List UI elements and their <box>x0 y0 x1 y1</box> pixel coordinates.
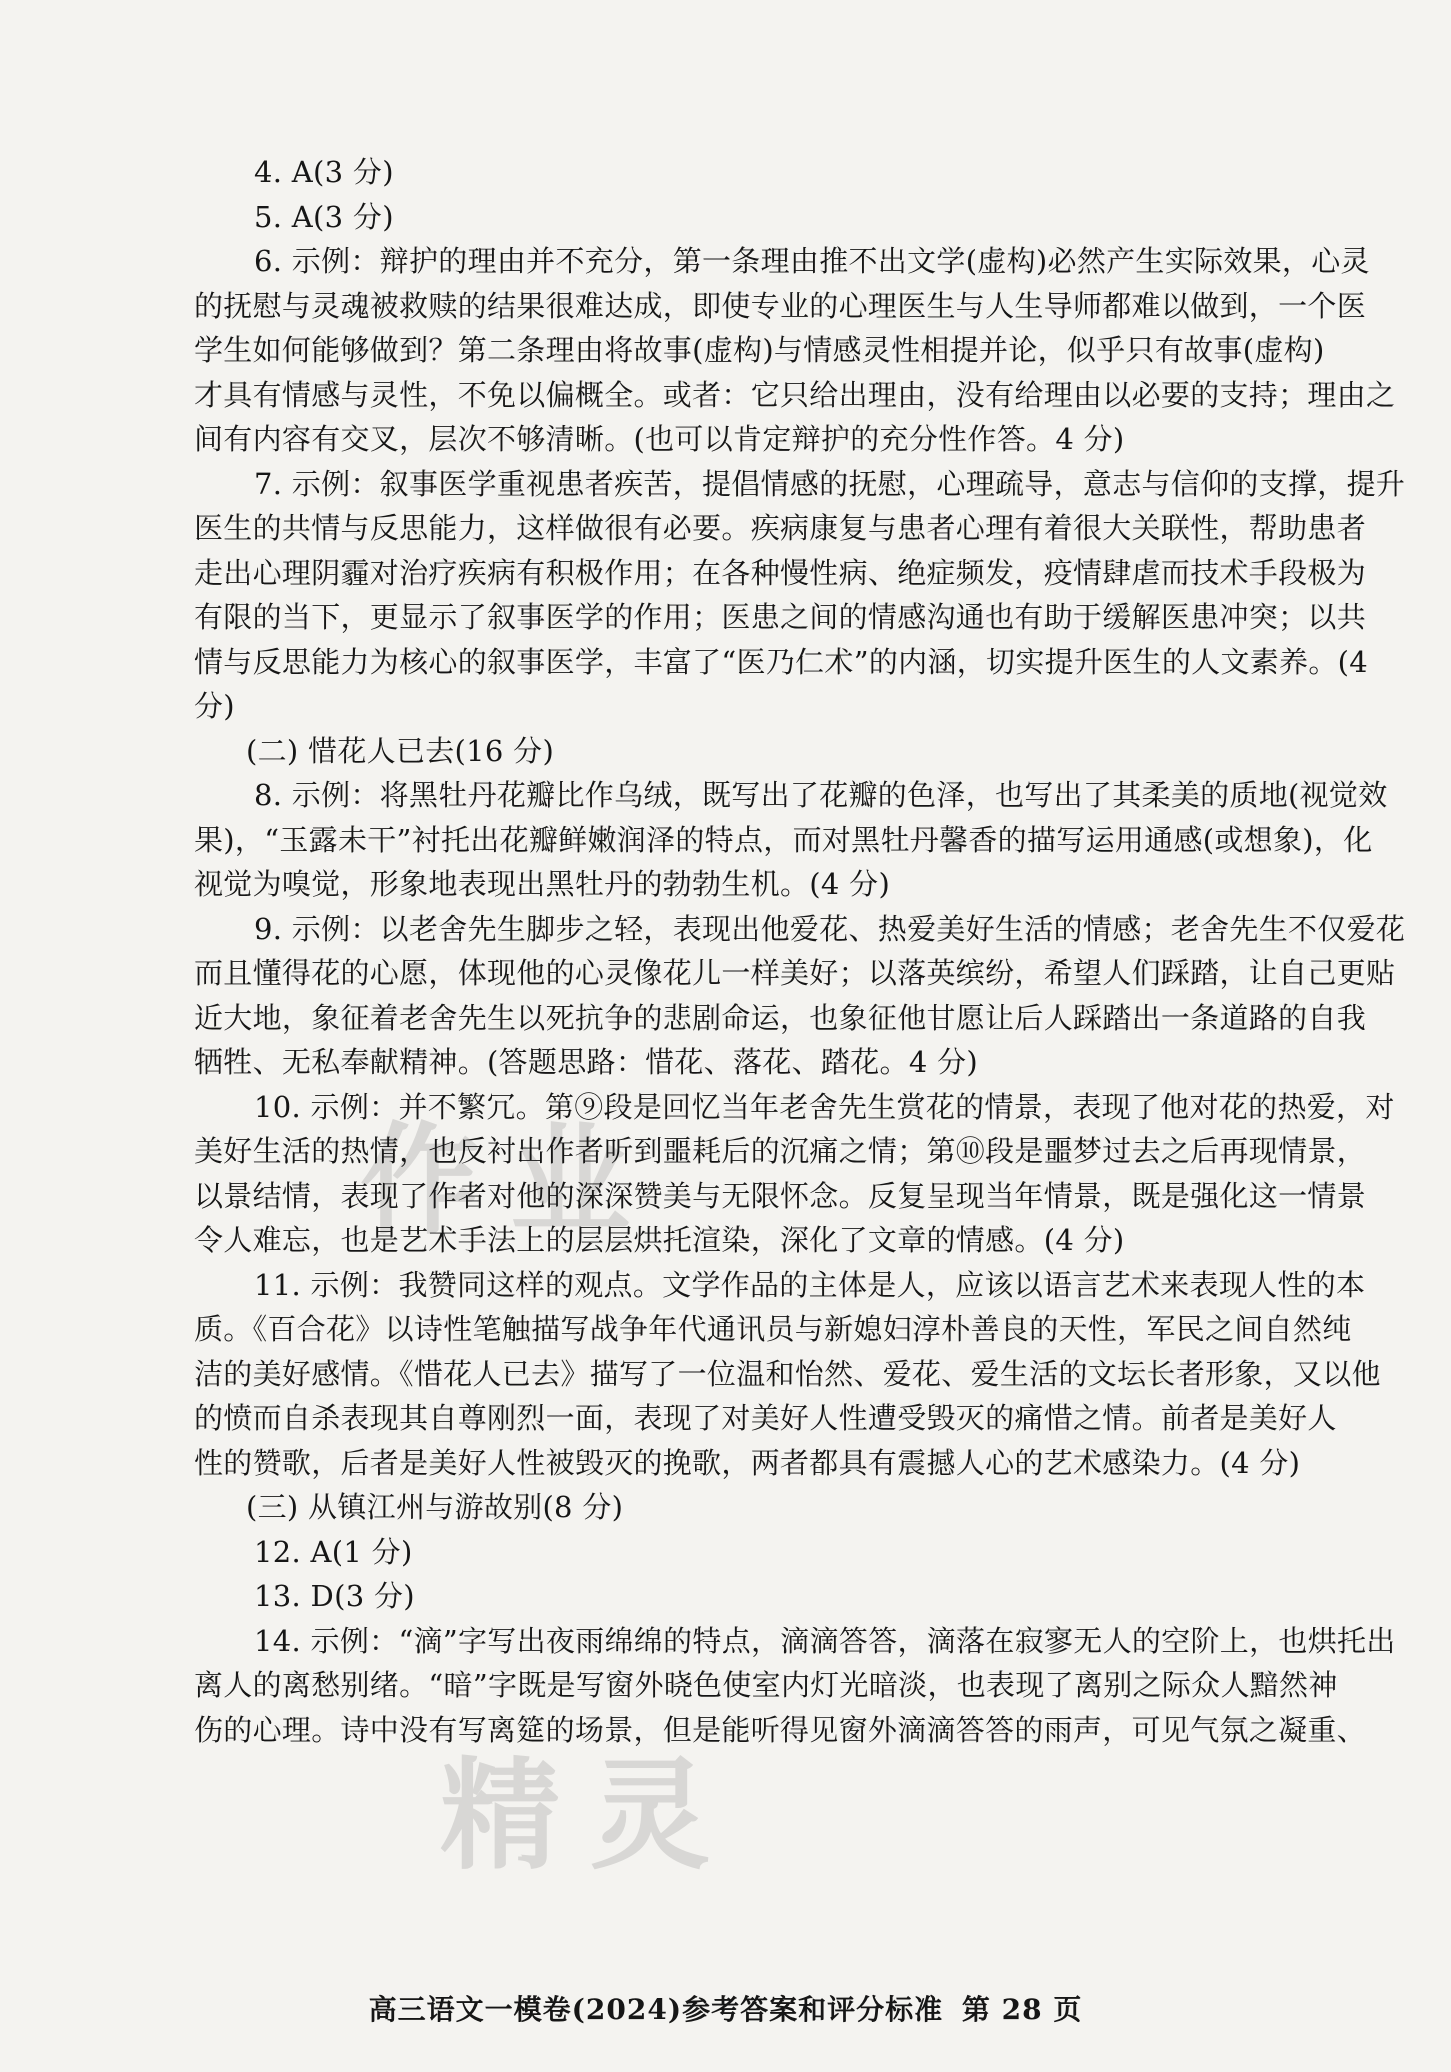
answer-line: 12. A(1 分) <box>254 1534 413 1569</box>
answer-line: 牺牲、无私奉献精神。(答题思路：惜花、落花、踏花。4 分) <box>194 1045 978 1079</box>
answer-line: 7. 示例：叙事医学重视患者疾苦，提倡情感的抚慰，心理疏导，意志与信仰的支撑，提升 <box>254 466 1406 501</box>
answer-line: 10. 示例：并不繁冗。第⑨段是回忆当年老舍先生赏花的情景，表现了他对花的热爱，对 <box>254 1089 1395 1124</box>
answer-line: 5. A(3 分) <box>254 199 394 234</box>
answer-line: 医生的共情与反思能力，这样做很有必要。疾病康复与患者心理有着很大关联性，帮助患者 <box>194 511 1367 545</box>
answer-line: 离人的离愁别绪。“暗”字既是写窗外晓色使室内灯光暗淡，也表现了离别之际众人黯然神 <box>194 1668 1338 1702</box>
answer-line: 情与反思能力为核心的叙事医学，丰富了“医乃仁术”的内涵，切实提升医生的人文素养。(4 <box>194 644 1369 679</box>
answer-line: 近大地，象征着老舍先生以死抗争的悲剧命运，也象征他甘愿让后人踩踏出一条道路的自我 <box>194 1000 1367 1035</box>
answer-line: 才具有情感与灵性，不免以偏概全。或者：它只给出理由，没有给理由以必要的支持；理由之 <box>194 377 1396 412</box>
answer-line: 质。《百合花》以诗性笔触描写战争年代通讯员与新媳妇淳朴善良的天性，军民之间自然纯 <box>194 1312 1352 1346</box>
answer-line: 学生如何能够做到？第二条理由将故事(虚构)与情感灵性相提并论，似乎只有故事(虚构) <box>194 333 1325 367</box>
answer-line: 11. 示例：我赞同这样的观点。文学作品的主体是人，应该以语言艺术来表现人性的本 <box>254 1267 1366 1302</box>
page-footer <box>0 1988 1451 2028</box>
section-heading: (二) 惜花人已去(16 分) <box>246 733 555 768</box>
answer-line: 间有内容有交叉，层次不够清晰。(也可以肯定辩护的充分性作答。4 分) <box>194 422 1125 456</box>
answer-line: 视觉为嗅觉，形象地表现出黑牡丹的勃勃生机。(4 分) <box>194 867 891 901</box>
answer-line: 令人难忘，也是艺术手法上的层层烘托渲染，深化了文章的情感。(4 分) <box>194 1223 1125 1257</box>
answer-line: 走出心理阴霾对治疗疾病有积极作用；在各种慢性病、绝症频发，疫情肆虐而技术手段极为 <box>194 555 1367 590</box>
answer-content <box>194 150 1406 1752</box>
answer-line: 洁的美好感情。《惜花人已去》描写了一位温和怡然、爱花、爱生活的文坛长者形象，又以他 <box>194 1356 1381 1391</box>
answer-line: 14. 示例：“滴”字写出夜雨绵绵的特点，滴滴答答，滴落在寂寥无人的空阶上，也烘托出 <box>254 1623 1396 1658</box>
answer-line: 的愤而自杀表现其自尊刚烈一面，表现了对美好人性遭受毁灭的痛惜之情。前者是美好人 <box>194 1401 1337 1435</box>
answer-line: 美好生活的热情，也反衬出作者听到噩耗后的沉痛之情；第⑩段是噩梦过去之后再现情景， <box>194 1134 1367 1168</box>
answer-line: 13. D(3 分) <box>254 1579 415 1613</box>
watermark: 精灵 <box>440 1747 740 1886</box>
answer-line: 而且懂得花的心愿，体现他的心灵像花儿一样美好；以落英缤纷，希望人们踩踏，让自己更贴 <box>194 956 1396 990</box>
answer-line: 9. 示例：以老舍先生脚步之轻，表现出他爱花、热爱美好生活的情感；老舍先生不仅爱花 <box>254 911 1406 946</box>
footer-title: 高三语文一模卷(2024)参考答案和评分标准 <box>368 1993 944 2026</box>
watermark: 作业 <box>360 1112 660 1251</box>
answer-line: 的抚慰与灵魂被救赎的结果很难达成，即使专业的心理医生与人生导师都难以做到，一个医 <box>194 288 1367 323</box>
footer-page-number: 第 28 页 <box>961 1993 1083 2026</box>
section-heading: (三) 从镇江州与游故别(8 分) <box>246 1490 624 1524</box>
answer-line: 有限的当下，更显示了叙事医学的作用；医患之间的情感沟通也有助于缓解医患冲突；以共 <box>194 600 1367 634</box>
answer-line: 果)，“玉露未干”衬托出花瓣鲜嫩润泽的特点，而对黑牡丹馨香的描写运用通感(或想象)，化 <box>194 822 1373 857</box>
answer-line: 6. 示例：辩护的理由并不充分，第一条理由推不出文学(虚构)必然产生实际效果，心灵 <box>254 244 1370 278</box>
answer-line: 4. A(3 分) <box>254 155 394 189</box>
answer-line: 伤的心理。诗中没有写离筵的场景，但是能听得见窗外滴滴答答的雨声，可见气氛之凝重、 <box>194 1712 1367 1747</box>
answer-line: 8. 示例：将黑牡丹花瓣比作乌绒，既写出了花瓣的色泽，也写出了其柔美的质地(视觉效 <box>254 778 1388 812</box>
answer-line: 分) <box>194 689 235 723</box>
answer-line: 以景结情，表现了作者对他的深深赞美与无限怀念。反复呈现当年情景，既是强化这一情景 <box>194 1178 1367 1213</box>
answer-line: 性的赞歌，后者是美好人性被毁灭的挽歌，两者都具有震撼人心的艺术感染力。(4 分) <box>194 1445 1301 1480</box>
